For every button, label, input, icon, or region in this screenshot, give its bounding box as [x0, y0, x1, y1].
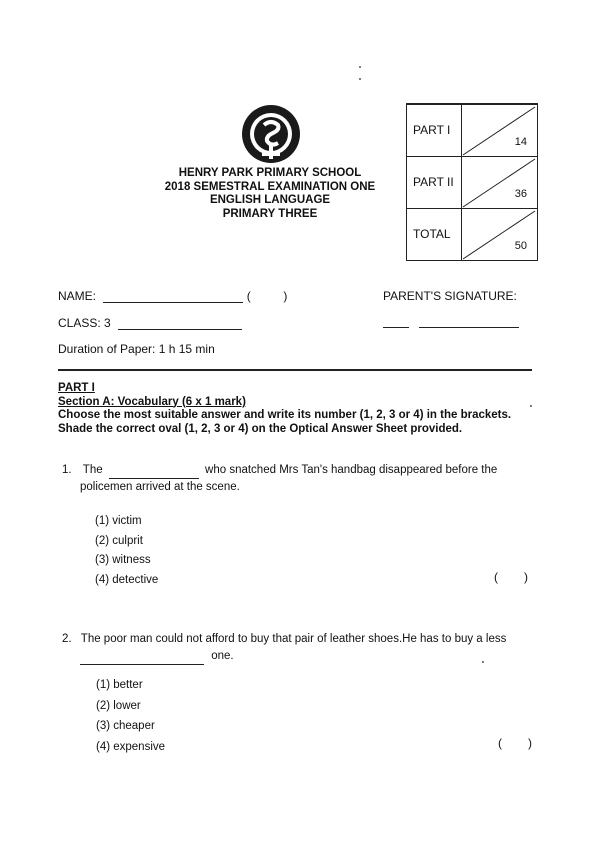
- signature-line-short[interactable]: [383, 327, 409, 328]
- section-title: Section A: Vocabulary (6 x 1 mark): [58, 395, 246, 408]
- parent-signature-label: PARENT'S SIGNATURE:: [383, 289, 517, 303]
- school-crest-logo: [240, 103, 302, 165]
- option-2: (2) culprit: [95, 534, 143, 547]
- name-label: NAME:: [58, 289, 97, 303]
- bracket-close: ): [528, 736, 532, 750]
- duration-text: Duration of Paper: 1 h 15 min: [58, 342, 215, 356]
- class-input-line[interactable]: [118, 317, 242, 330]
- name-input-line[interactable]: [103, 290, 243, 303]
- answer-bracket-2[interactable]: [498, 736, 532, 750]
- question-number: 2.: [62, 633, 72, 645]
- score-row-part2: [407, 156, 537, 209]
- option-3: (3) cheaper: [96, 720, 155, 732]
- score-label: TOTAL: [413, 227, 451, 241]
- exam-name: 2018 SEMESTRAL EXAMINATION ONE: [164, 180, 376, 193]
- question-text-line2: one.: [211, 650, 234, 662]
- option-4: (4) expensive: [96, 740, 166, 753]
- name-paren-close: ): [283, 289, 288, 303]
- scan-speck: [359, 66, 361, 68]
- scan-speck: [530, 405, 532, 407]
- question-text: The poor man could not afford to buy that pair of leather shoes.He has to buy a less: [80, 633, 507, 645]
- instruction-line-2: Shade the correct oval (1, 2, 3 or 4) on the Optical Answer Sheet provided.: [58, 422, 463, 435]
- part-title: PART I: [58, 382, 95, 394]
- score-table: [406, 103, 538, 261]
- question-1: [62, 462, 497, 496]
- name-paren-open: (: [246, 289, 251, 303]
- question-text-line2: policemen arrived at the scene.: [80, 481, 240, 493]
- question-text: who snatched Mrs Tan's handbag disappeared before the: [205, 464, 498, 476]
- bracket-open: (: [494, 570, 498, 584]
- answer-bracket-1[interactable]: [494, 570, 528, 584]
- score-row-part1: [407, 104, 537, 157]
- question-2: [62, 631, 506, 665]
- question-text: The: [82, 464, 103, 476]
- bracket-open: (: [498, 736, 502, 750]
- bracket-close: ): [524, 570, 528, 584]
- level-name: PRIMARY THREE: [222, 207, 318, 220]
- school-name: HENRY PARK PRIMARY SCHOOL: [178, 167, 362, 179]
- option-1: (1) victim: [95, 515, 142, 527]
- subject-name: ENGLISH LANGUAGE: [209, 194, 331, 206]
- instruction-line-1: Choose the most suitable answer and write its number (1, 2, 3 or 4) in the brackets.: [58, 409, 512, 421]
- score-label: PART II: [413, 175, 454, 189]
- option-3: (3) witness: [95, 554, 151, 566]
- signature-line[interactable]: [419, 327, 519, 328]
- score-max: 36: [514, 188, 527, 200]
- question-2-options: [96, 675, 165, 757]
- section-heading: [58, 382, 511, 436]
- option-1: (1) better: [96, 679, 143, 691]
- question-number: 1.: [62, 464, 72, 476]
- answer-blank[interactable]: [80, 652, 204, 665]
- score-label: PART I: [413, 123, 451, 137]
- scan-speck: [359, 78, 361, 80]
- class-field: [58, 316, 242, 330]
- name-field: [58, 289, 287, 303]
- divider: [58, 369, 532, 371]
- option-2: (2) lower: [96, 699, 141, 712]
- answer-blank[interactable]: [109, 466, 199, 479]
- question-1-options: [95, 512, 158, 590]
- option-4: (4) detective: [95, 573, 159, 586]
- score-max: 14: [514, 136, 527, 148]
- score-row-total: [407, 208, 537, 261]
- exam-header: [120, 167, 420, 221]
- score-max: 50: [514, 240, 527, 252]
- class-label: CLASS: 3: [58, 316, 111, 330]
